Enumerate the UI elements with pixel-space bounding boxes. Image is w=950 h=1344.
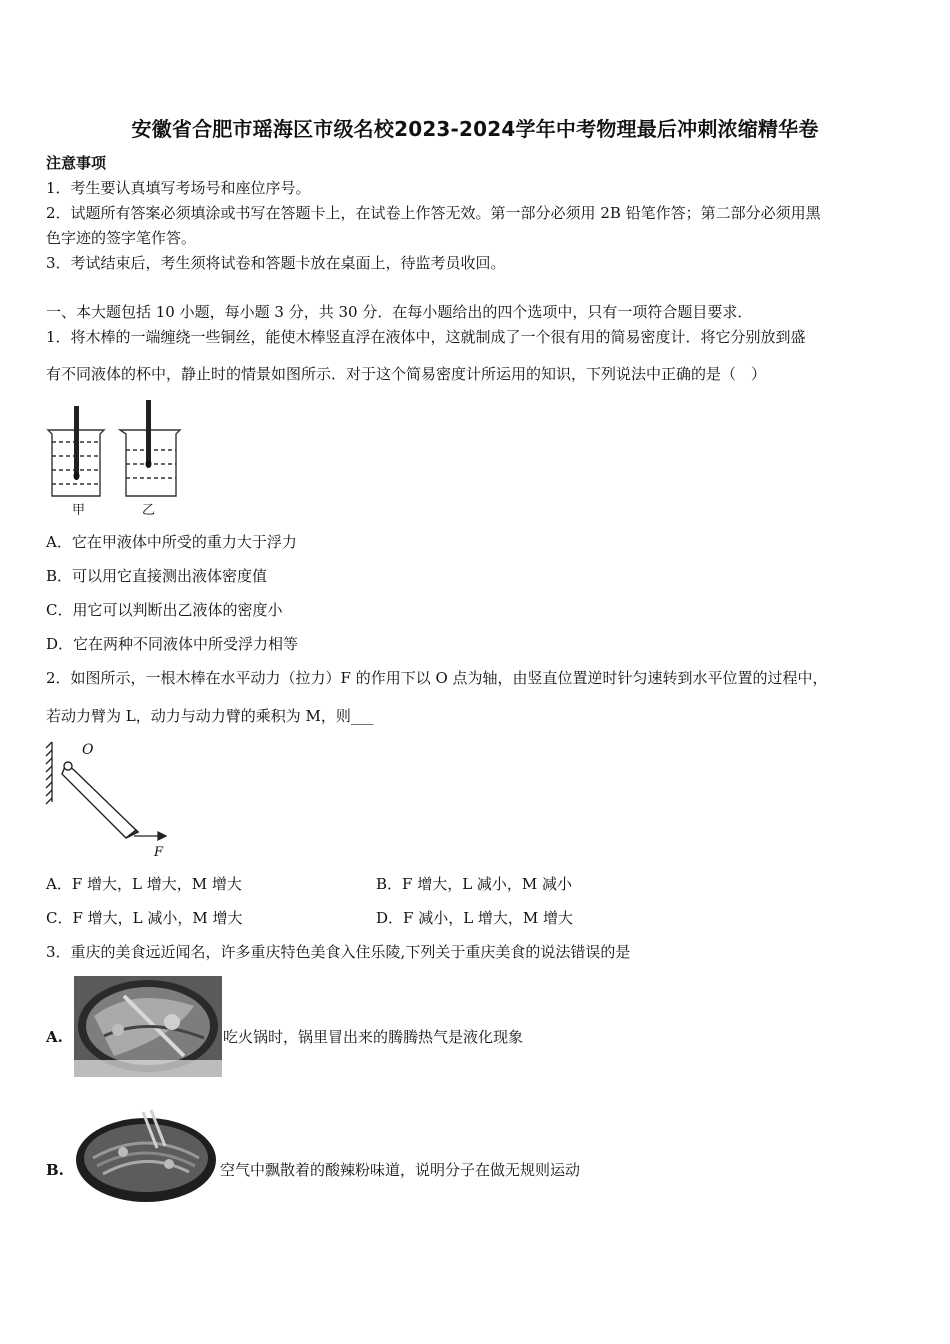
hotpot-photo [74, 976, 222, 1077]
q2-stem-line1: 2．如图所示，一根木棒在水平动力（拉力）F 的作用下以 O 点为轴，由竖直位置逆时针匀速转到水平位置的过程中， [46, 669, 828, 687]
q1-option-b: B．可以用它直接测出液体密度值 [46, 567, 268, 585]
q2-option-b: B．F 增大，L 减小，M 减小 [376, 875, 573, 893]
notice-item: 1．考生要认真填写考场号和座位序号。 [46, 179, 311, 197]
pivot-point [64, 762, 72, 770]
q2-lever-figure [44, 740, 174, 862]
label-yi: 乙 [142, 503, 156, 518]
q2-option-c: C．F 增大，L 减小，M 增大 [46, 909, 243, 927]
notice-item: 2．试题所有答案必须填涂或书写在答题卡上，在试卷上作答无效。第一部分必须用 2B 铅笔作答；第二部分必须用黑 [46, 204, 821, 222]
q1-option-a: A．它在甲液体中所受的重力大于浮力 [46, 533, 297, 551]
q1-stem-line2: 有不同液体的杯中，静止时的情景如图所示．对于这个简易密度计所运用的知识，下列说法中正确的是（ ） [46, 365, 767, 383]
q1-option-c: C．用它可以判断出乙液体的密度小 [46, 601, 283, 619]
q1-option-d: D．它在两种不同液体中所受浮力相等 [46, 635, 299, 653]
wall [46, 742, 52, 804]
q3-option-a-label: A. [46, 1028, 63, 1046]
label-o: O [82, 742, 94, 758]
noodle-photo [73, 1108, 219, 1211]
notice-item: 色字迹的签字笔作答。 [46, 229, 197, 247]
q2-option-d: D．F 减小，L 增大，M 增大 [376, 909, 574, 927]
notice-item: 3．考试结束后，考生须将试卷和答题卡放在桌面上，待监考员收回。 [46, 254, 506, 272]
label-f: F [154, 845, 164, 860]
stick-yi [146, 400, 152, 468]
q2-stem-line2: 若动力臂为 L，动力与动力臂的乘积为 M，则___ [46, 707, 374, 725]
notice-heading: 注意事项 [46, 154, 107, 172]
q3-option-b-text: 空气中飘散着的酸辣粉味道，说明分子在做无规则运动 [220, 1161, 581, 1179]
q1-stem-line1: 1．将木棒的一端缠绕一些铜丝，能使木棒竖直浮在液体中，这就制成了一个很有用的简易密度计．将它分别放到盛 [46, 328, 806, 346]
section-heading: 一、本大题包括 10 小题，每小题 3 分，共 30 分．在每小题给出的四个选项中，只有一项符合题目要求． [46, 303, 753, 321]
stick-jia [74, 406, 80, 480]
q3-stem: 3．重庆的美食远近闻名，许多重庆特色美食入住乐陵,下列关于重庆美食的说法错误的是 [46, 943, 631, 961]
q2-option-a: A．F 增大，L 增大，M 增大 [46, 875, 242, 893]
q3-option-a-text: 吃火锅时，锅里冒出来的腾腾热气是液化现象 [223, 1028, 524, 1046]
force-arrow [134, 832, 166, 840]
page-title: 安徽省合肥市瑶海区市级名校2023-2024学年中考物理最后冲刺浓缩精华卷 [131, 117, 819, 141]
label-jia: 甲 [72, 503, 86, 518]
lever-stick [62, 764, 138, 838]
q1-densimeter-figure [46, 398, 186, 522]
q3-option-b-label: B. [46, 1161, 64, 1179]
